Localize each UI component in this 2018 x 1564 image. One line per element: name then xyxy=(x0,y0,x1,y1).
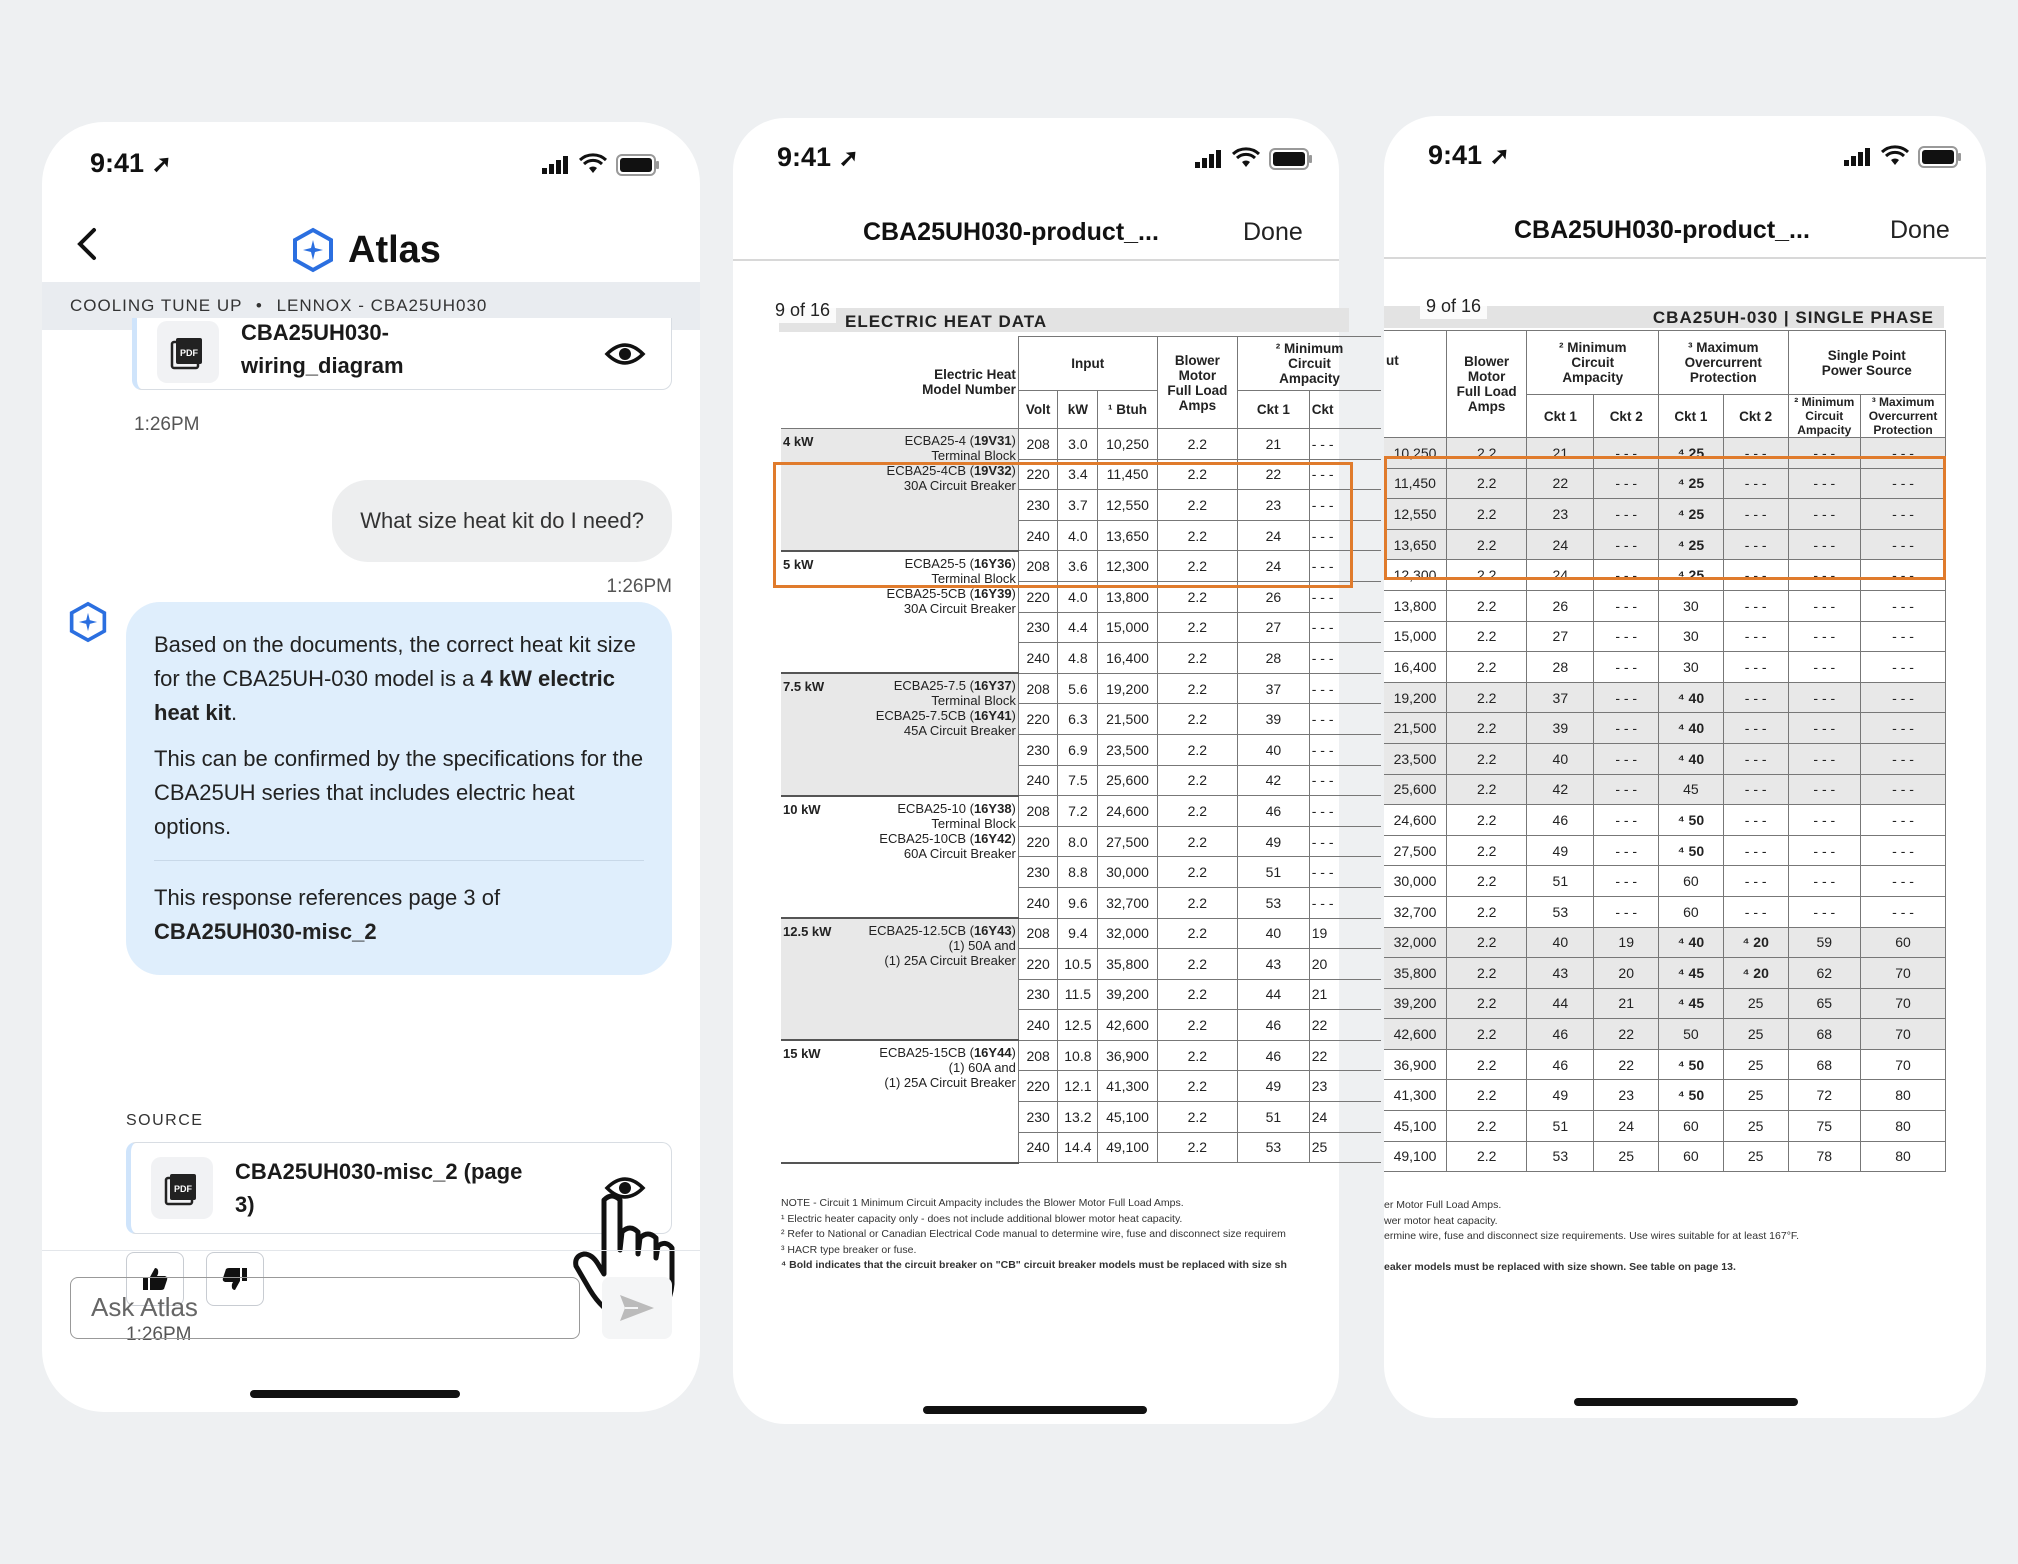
table-row: 230 11.5 39,200 2.2 44 21 xyxy=(781,979,1381,1010)
table-row: 12,550 2.2 23 - - - ⁴ 25 - - - - - - - - - xyxy=(1384,499,1946,530)
table-row: 32,000 2.2 40 19 ⁴ 40 ⁴ 20 59 60 xyxy=(1384,927,1946,958)
divider xyxy=(733,259,1339,261)
table-row: 12,300 2.2 24 - - - ⁴ 25 - - - - - - - - - xyxy=(1384,560,1946,591)
highlight-box xyxy=(773,462,1353,588)
table-row: 45,100 2.2 51 24 60 25 75 80 xyxy=(1384,1111,1946,1142)
model-cell: 4 kW ECBA25-4 (19V31) Terminal Block ECBA25-4CB (19V32) 30A Circuit Breaker xyxy=(781,429,1018,551)
table-row: 230 3.7 12,550 2.2 23 - - - xyxy=(781,490,1381,521)
status-time: 9:41 ➚ xyxy=(90,148,172,178)
eye-icon[interactable] xyxy=(605,340,645,368)
table-row: 7.5 kW ECBA25-7.5 (16Y37) Terminal Block ECBA25-7.5CB (16Y41) 45A Circuit Breaker 208 5.6 19,200 2.2 37 - - - xyxy=(781,673,1381,704)
note-line: ermine wire, fuse and disconnect size requirements. Use wires suitable for at least 167°F. xyxy=(1384,1230,1800,1242)
status-time: 9:41 ➚ xyxy=(1428,140,1510,170)
col-blower: Blower Motor Full Load Amps xyxy=(1157,337,1237,429)
col-ckt1: Ckt 1 xyxy=(1238,391,1310,429)
table-row: 240 4.0 13,650 2.2 24 - - - xyxy=(781,520,1381,551)
table-row: 24,600 2.2 46 - - - ⁴ 50 - - - - - - - - - xyxy=(1384,805,1946,836)
table-row: 220 12.1 41,300 2.2 49 23 xyxy=(781,1071,1381,1102)
document-page[interactable] xyxy=(733,308,1344,1368)
model-cell: 15 kW ECBA25-15CB (16Y44) (1) 60A and (1) 25A Circuit Breaker xyxy=(781,1040,1018,1162)
table-row: 230 8.8 30,000 2.2 51 - - - xyxy=(781,857,1381,888)
document-title: CBA25UH030-product_... xyxy=(1514,216,1810,244)
document-page[interactable] xyxy=(1384,306,1986,1366)
table-row: 11,450 2.2 22 - - - ⁴ 25 - - - - - - - - - xyxy=(1384,468,1946,499)
divider xyxy=(1384,257,1986,259)
model-cell: 5 kW ECBA25-5 (16Y36) Terminal Block ECBA25-5CB (16Y39) 30A Circuit Breaker xyxy=(781,551,1018,673)
table-row: 42,600 2.2 46 22 50 25 68 70 xyxy=(1384,1019,1946,1050)
col-mca: ² Minimum Circuit Ampacity xyxy=(1527,331,1659,395)
timestamp: 1:26PM xyxy=(126,1324,192,1345)
table-row: 13,650 2.2 24 - - - ⁴ 25 - - - - - - - - - xyxy=(1384,529,1946,560)
chat-screen xyxy=(42,122,700,1412)
table-row: 13,800 2.2 26 - - - 30 - - - - - - - - - xyxy=(1384,590,1946,621)
col-mca-ckt1: Ckt 1 xyxy=(1527,395,1594,438)
note-line: eaker models must be replaced with size shown. See table on page 13. xyxy=(1384,1261,1736,1273)
table-notes xyxy=(781,1196,1287,1274)
table-row: 220 3.4 11,450 2.2 22 - - - xyxy=(781,459,1381,490)
send-icon xyxy=(618,1293,656,1323)
page-indicator: 9 of 16 xyxy=(769,298,836,323)
home-indicator xyxy=(1574,1398,1798,1406)
table-row: 220 8.0 27,500 2.2 49 - - - xyxy=(781,826,1381,857)
svg-text:PDF: PDF xyxy=(174,1184,192,1194)
wifi-icon xyxy=(580,155,606,175)
battery-icon xyxy=(1918,146,1962,168)
document-viewer-right xyxy=(1384,116,1986,1418)
col-input: Input xyxy=(1018,337,1157,391)
table-row: 49,100 2.2 53 25 60 25 78 80 xyxy=(1384,1141,1946,1172)
kw-label: 7.5 kW xyxy=(783,679,825,695)
answer-paragraph: Based on the documents, the correct heat kit size for the CBA25UH-030 model is a 4 kW electric heat kit. xyxy=(154,632,636,725)
note-line: er Motor Full Load Amps. xyxy=(1384,1199,1502,1211)
col-mocp-ckt1: Ckt 1 xyxy=(1659,395,1724,438)
table-row: 220 10.5 35,800 2.2 43 20 xyxy=(781,949,1381,980)
user-message: What size heat kit do I need? xyxy=(332,480,672,562)
pdf-icon xyxy=(151,1157,213,1219)
atlas-logo-icon xyxy=(292,228,334,272)
prev-file-name: CBA25UH030- wiring_diagram xyxy=(241,319,404,378)
table-row: 230 13.2 45,100 2.2 51 24 xyxy=(781,1102,1381,1133)
highlight-box xyxy=(1384,456,1946,580)
table-row: 39,200 2.2 44 21 ⁴ 45 25 65 70 xyxy=(1384,988,1946,1019)
kw-label: 12.5 kW xyxy=(783,924,832,939)
table-row: 41,300 2.2 49 23 ⁴ 50 25 72 80 xyxy=(1384,1080,1946,1111)
composer xyxy=(42,1250,700,1410)
status-bar xyxy=(1384,116,1986,196)
col-blower: Blower Motor Full Load Amps xyxy=(1447,331,1527,438)
ask-input[interactable]: Ask Atlas xyxy=(70,1277,580,1339)
table-row: 230 6.9 23,500 2.2 40 - - - xyxy=(781,734,1381,765)
table-row: 16,400 2.2 28 - - - 30 - - - - - - - - - xyxy=(1384,652,1946,683)
table-row: 19,200 2.2 37 - - - ⁴ 40 - - - - - - - - - xyxy=(1384,682,1946,713)
viewer-header xyxy=(733,198,1339,258)
signal-icon xyxy=(542,156,570,174)
status-icons xyxy=(1844,146,1962,168)
table-row: 12.5 kW ECBA25-12.5CB (16Y43) (1) 50A and (1) 25A Circuit Breaker 208 9.4 32,000 2.2 40 19 xyxy=(781,918,1381,949)
table-row: 30,000 2.2 51 - - - 60 - - - - - - - - - xyxy=(1384,866,1946,897)
col-sps-mca: ² Minimum Circuit Ampacity xyxy=(1788,395,1861,438)
wifi-icon xyxy=(1233,149,1259,169)
model-cell: 7.5 kW ECBA25-7.5 (16Y37) Terminal Block ECBA25-7.5CB (16Y41) 45A Circuit Breaker xyxy=(781,673,1018,795)
status-time: 9:41 ➚ xyxy=(777,142,859,172)
note-line: ³ HACR type breaker or fuse. xyxy=(781,1243,917,1256)
atlas-avatar-icon xyxy=(68,602,108,642)
table-row: 240 9.6 32,700 2.2 53 - - - xyxy=(781,887,1381,918)
context-equipment: LENNOX - CBA25UH030 xyxy=(276,296,488,315)
reference-text: This response references page 3 of CBA25UH030-misc_2 xyxy=(154,885,501,944)
send-button[interactable] xyxy=(602,1277,672,1339)
note-line: wer motor heat capacity. xyxy=(1384,1214,1498,1227)
context-separator: • xyxy=(255,296,263,315)
document-title: CBA25UH030-product_... xyxy=(863,218,1159,246)
signal-icon xyxy=(1195,150,1223,168)
battery-icon xyxy=(1269,148,1313,170)
col-sps: Single Point Power Source xyxy=(1788,331,1945,395)
model-cell: 12.5 kW ECBA25-12.5CB (16Y43) (1) 50A and (1) 25A Circuit Breaker xyxy=(781,918,1018,1040)
col-mca-ckt2: Ckt 2 xyxy=(1594,395,1659,438)
col-mocp: ³ Maximum Overcurrent Protection xyxy=(1659,331,1788,395)
wifi-icon xyxy=(1882,147,1908,167)
brand-name: Atlas xyxy=(348,228,441,271)
col-ckt2: Ckt xyxy=(1309,391,1381,429)
answer-confirmation: This can be confirmed by the specifications for the CBA25UH series that includes electric heat options. xyxy=(154,746,644,839)
note-line: NOTE - Circuit 1 Minimum Circuit Ampacity includes the Blower Motor Full Load Amps. xyxy=(781,1197,1184,1209)
brand xyxy=(292,228,441,272)
note-line xyxy=(1384,1245,1799,1261)
kw-label: 5 kW xyxy=(783,556,814,572)
col-volt: Volt xyxy=(1018,391,1058,429)
status-icons xyxy=(1195,148,1313,170)
page-indicator: 9 of 16 xyxy=(1420,294,1487,319)
assistant-message xyxy=(126,602,672,975)
table-row: 240 4.8 16,400 2.2 28 - - - xyxy=(781,643,1381,674)
table-row: 220 4.0 13,800 2.2 26 - - - xyxy=(781,581,1381,612)
table-row: 32,700 2.2 53 - - - 60 - - - - - - - - - xyxy=(1384,896,1946,927)
document-viewer-left xyxy=(733,118,1344,1424)
kw-label: 15 kW xyxy=(783,1046,821,1062)
table-row: 230 4.4 15,000 2.2 27 - - - xyxy=(781,612,1381,643)
col-mca: ² Minimum Circuit Ampacity xyxy=(1238,337,1381,391)
source-file-name: CBA25UH030-misc_2 (page 3) xyxy=(235,1159,523,1217)
timestamp: 1:26PM xyxy=(134,414,200,435)
col-btuh: ¹ Btuh xyxy=(1098,391,1157,429)
table-row: 5 kW ECBA25-5 (16Y36) Terminal Block ECBA25-5CB (16Y39) 30A Circuit Breaker 208 3.6 12,300 2.2 24 - - - xyxy=(781,551,1381,582)
note-line: ² Refer to National or Canadian Electrical Code manual to determine wire, fuse and disconnect size requirem xyxy=(781,1228,1286,1240)
done-button[interactable]: Done xyxy=(1890,216,1950,244)
table-notes xyxy=(1384,1198,1799,1276)
section-title: ELECTRIC HEAT DATA xyxy=(779,308,1349,332)
table-row: 4 kW ECBA25-4 (19V31) Terminal Block ECBA25-4CB (19V32) 30A Circuit Breaker 208 3.0 10,250 2.2 21 - - - xyxy=(781,429,1381,460)
note-line: ⁴ Bold indicates that the circuit breaker on "CB" circuit breaker models must be replaced with size sh xyxy=(781,1259,1287,1271)
table-row: 25,600 2.2 42 - - - 45 - - - - - - - - - xyxy=(1384,774,1946,805)
section-title: CBA25UH-030 | SINGLE PHASE xyxy=(1384,306,1944,328)
col-sps-mocp: ³ Maximum Overcurrent Protection xyxy=(1861,395,1946,438)
status-bar xyxy=(42,122,700,202)
table-row: 240 12.5 42,600 2.2 46 22 xyxy=(781,1010,1381,1041)
col-mocp-ckt2: Ckt 2 xyxy=(1723,395,1788,438)
col-kw: kW xyxy=(1058,391,1098,429)
table-row: 21,500 2.2 39 - - - ⁴ 40 - - - - - - - - - xyxy=(1384,713,1946,744)
table-row: 15,000 2.2 27 - - - 30 - - - - - - - - - xyxy=(1384,621,1946,652)
status-icons xyxy=(542,154,660,176)
signal-icon xyxy=(1844,148,1872,166)
table-row: 240 14.4 49,100 2.2 53 25 xyxy=(781,1132,1381,1163)
table-row: 27,500 2.2 49 - - - ⁴ 50 - - - - - - - - - xyxy=(1384,835,1946,866)
context-job: COOLING TUNE UP xyxy=(70,296,243,315)
back-button[interactable] xyxy=(72,224,102,271)
model-cell: 10 kW ECBA25-10 (16Y38) Terminal Block ECBA25-10CB (16Y42) 60A Circuit Breaker xyxy=(781,796,1018,918)
source-label: SOURCE xyxy=(126,1112,204,1129)
divider xyxy=(154,860,644,861)
table-row: 10,250 2.2 21 - - - ⁴ 25 - - - - - - - - - xyxy=(1384,438,1946,469)
note-line: ¹ Electric heater capacity only - does not include additional blower motor heat capacity. xyxy=(781,1212,1183,1225)
viewer-header xyxy=(1384,196,1986,256)
col-input: ut xyxy=(1384,331,1447,438)
status-bar xyxy=(733,118,1339,198)
home-indicator xyxy=(250,1390,460,1398)
svg-text:PDF: PDF xyxy=(180,347,198,358)
battery-icon xyxy=(616,154,660,176)
timestamp: 1:26PM xyxy=(606,576,672,597)
chevron-left-icon xyxy=(72,224,102,264)
pdf-icon xyxy=(157,321,219,383)
kw-label: 10 kW xyxy=(783,801,821,817)
done-button[interactable]: Done xyxy=(1243,218,1303,246)
kw-label: 4 kW xyxy=(783,434,814,449)
col-model: Electric Heat Model Number xyxy=(781,337,1018,429)
table-row: 23,500 2.2 40 - - - ⁴ 40 - - - - - - - - - xyxy=(1384,743,1946,774)
prev-file-card[interactable] xyxy=(132,318,672,390)
table-row: 240 7.5 25,600 2.2 42 - - - xyxy=(781,765,1381,796)
table-row: 220 6.3 21,500 2.2 39 - - - xyxy=(781,704,1381,735)
home-indicator xyxy=(923,1406,1147,1414)
table-row: 35,800 2.2 43 20 ⁴ 45 ⁴ 20 62 70 xyxy=(1384,958,1946,989)
table-row: 15 kW ECBA25-15CB (16Y44) (1) 60A and (1) 25A Circuit Breaker 208 10.8 36,900 2.2 46 22 xyxy=(781,1040,1381,1071)
table-row: 10 kW ECBA25-10 (16Y38) Terminal Block ECBA25-10CB (16Y42) 60A Circuit Breaker 208 7.2 24,600 2.2 46 - - - xyxy=(781,796,1381,827)
table-row: 36,900 2.2 46 22 ⁴ 50 25 68 70 xyxy=(1384,1049,1946,1080)
